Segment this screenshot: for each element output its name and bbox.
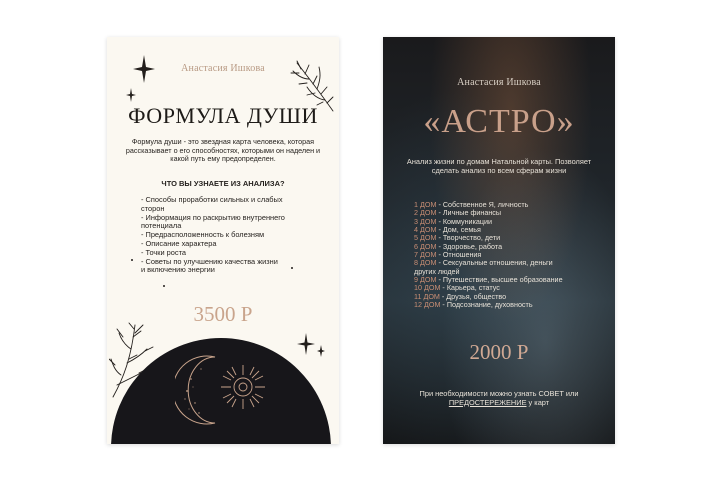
house-number: 12 ДОМ [414,300,441,310]
house-meaning: - Творчество, дети [436,233,501,243]
houses-list [414,201,604,309]
sparkle-star-icon [297,333,315,355]
house-number: 3 ДОМ [414,216,437,226]
list-item: - Предрасположенность к болезням [141,230,265,240]
decor-dot [291,267,293,269]
house-meaning: - Здоровье, работа [436,241,503,251]
footnote [399,390,599,408]
house-number: 10 ДОМ [414,283,441,293]
footnote-line: При необходимости можно узнать СОВЕТ или [419,389,579,398]
list-item: и включению энергии [141,265,215,275]
house-number: 2 ДОМ [414,208,437,218]
house-meaning: - Сексуальные отношения, деньги [436,258,553,268]
astro-card [383,37,615,444]
list-item: - Точки роста [141,247,186,257]
intro-text: Формула души - это звездная карта человека, которая рассказывает о его способностях, которыми он наделен и какой путь ему предопределен. [125,137,321,164]
price: 3500 Р [193,302,253,326]
footnote-tail: у карт [526,397,550,407]
page-title: ФОРМУЛА ДУШИ [128,103,318,128]
sparkle-star-icon [133,55,155,83]
sun-icon [219,363,267,411]
decor-dot [131,259,133,261]
list-item: - Советы по улучшению качества жизни [141,256,278,266]
list-item: сторон [141,203,165,213]
list-item [414,301,604,309]
house-meaning: - Друзья, общество [439,291,507,301]
list-item: потенциала [141,221,182,231]
list-item: - Способы проработки сильных и слабых [141,195,283,204]
house-meaning: - Личные финансы [436,208,502,218]
author-name: Анастасия Ишкова [457,77,541,88]
house-number: 4 ДОМ [414,225,437,235]
house-number: 5 ДОМ [414,233,437,243]
house-meaning: - Путешествие, высшее образование [436,275,563,285]
benefits-list [141,196,321,275]
house-meaning: - Дом, семья [436,225,481,235]
sparkle-star-icon [126,88,136,102]
section-heading: ЧТО ВЫ УЗНАЕТЕ ИЗ АНАЛИЗА? [161,179,285,188]
house-number: 6 ДОМ [414,241,437,251]
house-number: 9 ДОМ [414,275,437,285]
description-text: Анализ жизни по домам Натальной карты. Позволяет сделать анализ по всем сферам жизни [406,157,592,175]
page-title: «АСТРО» [423,103,575,140]
house-meaning: других людей [414,266,460,276]
price: 2000 Р [469,340,529,364]
house-number: 8 ДОМ [414,258,437,268]
house-meaning: - Собственное Я, личность [436,200,529,209]
house-meaning: - Подсознание, духовность [440,300,533,310]
footnote-underlined: ПРЕДОСТЕРЕЖЕНИЕ [448,397,527,407]
house-meaning: - Карьера, статус [440,283,500,293]
house-meaning: - Коммуникации [436,216,493,226]
list-item: - Информация по раскрытию внутреннего [141,212,285,222]
sparkle-star-icon [317,345,325,357]
house-number: 11 ДОМ [414,291,440,301]
decor-dot [163,285,165,287]
formula-card [107,37,339,444]
author-name: Анастасия Ишкова [181,63,265,74]
house-number: 1 ДОМ [414,200,437,209]
house-meaning: - Отношения [436,250,482,260]
list-item: - Описание характера [141,238,217,248]
house-number: 7 ДОМ [414,250,437,260]
